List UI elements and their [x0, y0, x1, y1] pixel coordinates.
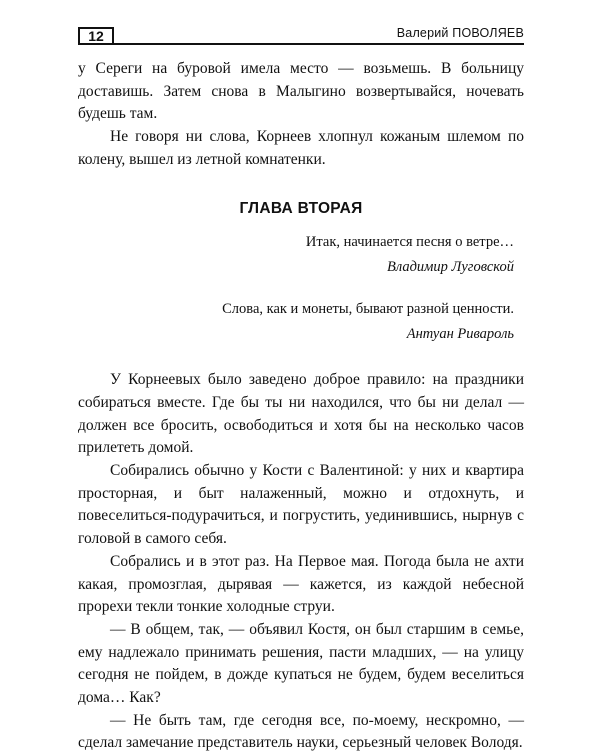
- chapter-title: ГЛАВА ВТОРАЯ: [239, 199, 363, 217]
- paragraph: У Корнеевых было заведено доброе правило: на праздники собираться вместе. Где бы ты ни находился, что бы ни делал — должен все бросить, освободиться и хотя бы на несколько часов прилететь домой.: [78, 371, 524, 457]
- paragraph: Не говоря ни слова, Корнеев хлопнул кожаным шлемом по колену, вышел из летной комнатенки.: [78, 128, 524, 168]
- epigraph: [78, 299, 514, 344]
- epigraph: [78, 232, 514, 277]
- epigraph-quote: Слова, как и монеты, бывают разной ценности.: [222, 301, 514, 318]
- epigraph-quote: Итак, начинается песня о ветре…: [305, 234, 514, 251]
- header-rule: [114, 43, 524, 45]
- paragraph: — В общем, так, — объявил Костя, он был старшим в семье, ему надлежало принимать решения, пасти младших, — на улицу сегодня не пойдем, в дожде купаться не будем, будем веселиться дома… Как?: [78, 620, 524, 707]
- paragraph: Собирались обычно у Кости с Валентиной: у них и квартира просторная, и быт налаженный, можно и отдохнуть, и повеселиться-подурачиться, и погрустить, уединившись, нырнув с головой в самого себя.: [78, 462, 524, 548]
- running-head: Валерий ПОВОЛЯЕВ: [396, 26, 524, 40]
- paragraph: — Не быть там, где сегодня все, по-моему, нескромно, — сделал замечание представитель науки, серьезный человек Володя.: [78, 711, 524, 752]
- page-header: [78, 22, 524, 46]
- page-body: [78, 58, 524, 755]
- paragraph: Собрались и в этот раз. На Первое мая. Погода была не ахти какая, промозглая, дырявая — кажется, из каждой небесной прорехи текли тонкие холодные струи.: [78, 552, 524, 616]
- epigraph-author: Владимир Луговской: [386, 259, 514, 276]
- epigraph-author: Антуан Ривароль: [406, 326, 514, 343]
- paragraph: у Сереги на буровой имела место — возьмешь. В больницу доставишь. Затем снова в Малыгино возвертывайся, ночевать будешь там.: [78, 60, 524, 123]
- page-number: 12: [78, 27, 114, 45]
